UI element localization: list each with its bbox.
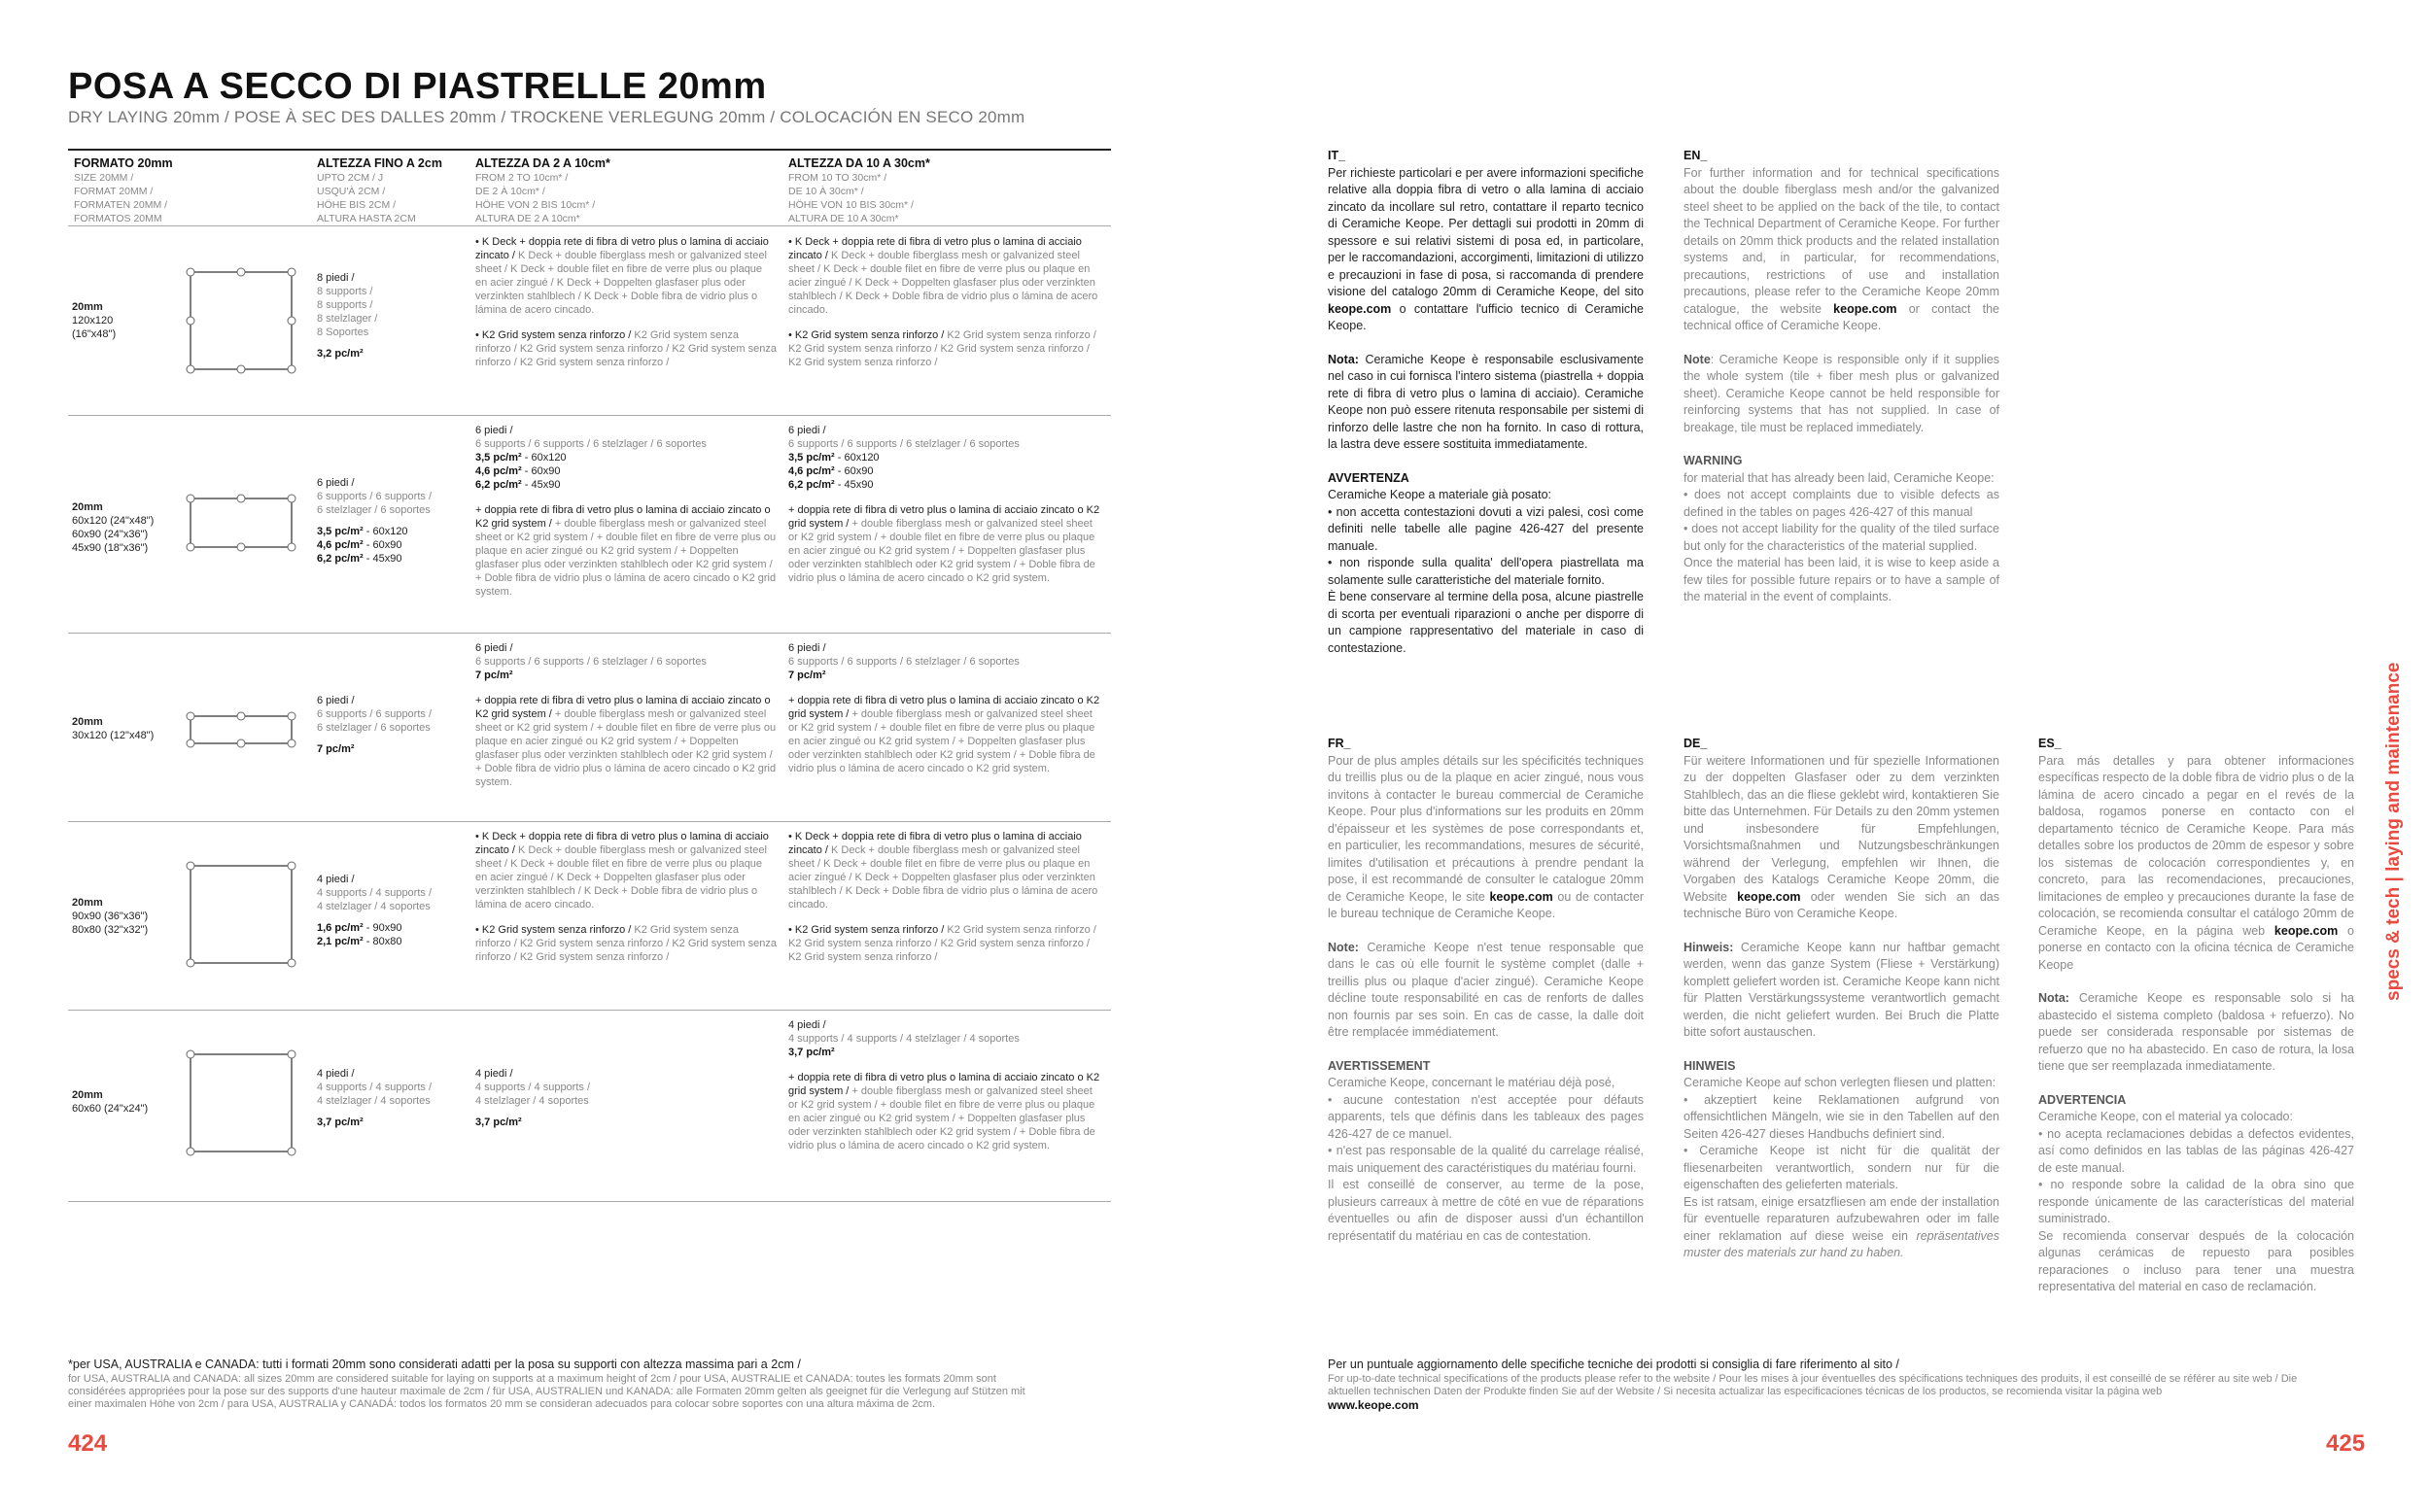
text-column-de: DE_ Für weitere Informationen und für spezielle Informationen zu der doppelten Glasfaser oder zu dem verzinkten Stahlblech, das an die fliese geklebt wird, kontaktieren Sie bitte das Unternehmen. Für Details zu den 20mm ystemen und insbesondere für Empfehlungen, Vorsichtsmaßnahmen und Nutzungsbeschränkungen während der Verlegung, empfehlen wir Ihnen, die Vorgaben des Katalogs Ceramiche Keope 20mm, die Website keope.com oder wenden Sie sich an das technische Büro von Ceramiche Keope. Hinweis: Ceramiche Keope kann nur haftbar gemacht werden, wenn das ganze System (Fliese + Verstärkung) komplett geliefert worden ist. Ceramiche Keope kann nicht für Platten Verstärkungssysteme verantwortlich gemacht werden, die nicht geliefert wurden. Bei Bruch die Platte bitte sofort austauschen. HINWEIS Ceramiche Keope auf schon verlegten fliesen und platten: • akzeptiert keine Reklamationen aufgrund von offensichtlichen Mängeln, wie sie in den Tabellen auf den Seiten 426-427 dieses Handbuchs definiert sind. • Ceramiche Keope ist nicht für die qualität der fliesenarbeiten verantwortlich, sondern nur für die eigenschaften des gelieferten materials. Es ist ratsam, einige ersatzfliesen am ende der installation für eventuelle reparaturen aufzubewahren oder im falle einer reklamation auf diese weise ein repräsentatives muster des materials zur hand zu haben. [1684,737,1999,1259]
table-row [68,416,1111,634]
website-link[interactable]: www.keope.com [1328,1398,1419,1412]
format-cell: 20mm 60x120 (24"x48") 60x90 (24"x36") 45x90 (18"x36") [72,501,155,554]
text-column-it: IT_ Per richieste particolari e per avere informazioni specifiche relative alla doppia fibra di vetro o alla lamina di acciaio zincato da incollare sul retro, contattare il reparto tecnico di Ceramiche Keope. Per dettagli sui prodotti in 20mm di spessore e sui relativi sistemi di posa ed, in particolare, per le raccomandazioni, accorgimenti, limitazioni di utilizzo e precauzioni in fase di posa, si raccomanda di prendere visione del catalogo 20mm di Ceramiche Keope, del sito keope.com o contattare l'ufficio tecnico di Ceramiche Keope. Nota: Ceramiche Keope è responsabile esclusivamente nel caso in cui fornisca l'intero sistema (piastrella + doppia rete di fibra di vetro plus o lamina di acciaio). Ceramiche Keope non può essere ritenuta responsabile per sistemi di rinforzo delle lastre che non ha fornito. In caso di rottura, la lastra deve essere sostituita immediatamente. AVVERTENZA Ceramiche Keope a materiale già posato: • non accetta contestazioni dovuti a vizi palesi, così come definiti nelle tabelle alle pagine 426-427 del presente manuale. • non risponde sulla qualita' dell'opera piastrellata ma solamente sulle caratteristiche del materiale fornito. È bene conservare al termine della posa, alcune piastrelle di scorta per eventuali riparazioni o anche per disporre di un campione rappresentativo del materiale in caso di contestazione. [1328,149,1644,655]
cell-10-to-30cm: 6 piedi / 6 supports / 6 supports / 6 stelzlager / 6 soportes 3,5 pc/m² - 60x120 4,6 pc/m² - 60x90 6,2 pc/m² - 45x90 + doppia rete di fibra di vetro plus o lamina di acciaio zincato o K2 grid system / + double fiberglass mesh or galvanized steel sheet or K2 grid system / + double filet en fibre de verre plus ou plaque en acier zingué ou K2 grid system / + Doppelten glasfaser plus oder verzinkten stahlblech oder K2 grid system / + Doble fibra de vidrio plus o lámina de acero cincado o K2 grid system. [788,425,1100,584]
side-section-title: specs & tech | laying and maintenance [2383,662,2404,1001]
table-row [68,226,1111,416]
cell-10-to-30cm: • K Deck + doppia rete di fibra di vetro plus o lamina di acciaio zincato / K Deck + double fiberglass mesh or galvanized steel sheet / K Deck + double filet en fibre de verre plus ou plaque en acier zingué / K Deck + Doppelten glasfaser plus oder verzinkten stahlblech / K Deck + Doble fibra de vidrio plus o lámina de acero cincado. • K2 Grid system senza rinforzo / K2 Grid system senza rinforzo / K2 Grid system senza rinforzo / K2 Grid system senza rinforzo / K2 Grid system senza rinforzo / [788,236,1098,368]
cell-2-to-10cm: • K Deck + doppia rete di fibra di vetro plus o lamina di acciaio zincato / K Deck + double fiberglass mesh or galvanized steel sheet / K Deck + double filet en fibre de verre plus ou plaque en acier zingué / K Deck + Doppelten glasfaser plus oder verzinkten stahlblech / K Deck + Doble fibra de vidrio plus o lámina de acero cincado. • K2 Grid system senza rinforzo / K2 Grid system senza rinforzo / K2 Grid system senza rinforzo / K2 Grid system senza rinforzo / K2 Grid system senza rinforzo / [475,831,777,963]
cell-up-to-2cm: 8 piedi / 8 supports / 8 supports / 8 stelzlager / 8 Soportes 3,2 pc/m² [317,272,378,360]
cell-10-to-30cm: 4 piedi / 4 supports / 4 supports / 4 stelzlager / 4 soportes 3,7 pc/m² + doppia rete di fibra di vetro plus o lamina di acciaio zincato o K2 grid system / + double fiberglass mesh or galvanized steel sheet or K2 grid system / + double filet en fibre de verre plus ou plaque en acier zingué ou K2 grid system / + Doppelten glasfaser plus oder verzinkten stahlblech oder K2 grid system / + Doble fibra de vidrio plus o lámina de acero cincado o K2 grid system. [788,1019,1100,1151]
cell-up-to-2cm: 4 piedi / 4 supports / 4 supports / 4 stelzlager / 4 soportes 1,6 pc/m² - 90x90 2,1 pc/m² - 80x80 [317,874,433,947]
tile-diagram-6-supports [183,490,299,556]
format-cell: 20mm 60x60 (24"x24") [72,1089,149,1115]
cell-up-to-2cm: 6 piedi / 6 supports / 6 supports / 6 stelzlager / 6 soportes 3,5 pc/m² - 60x120 4,6 pc/m² - 60x90 6,2 pc/m² - 45x90 [317,477,433,565]
cell-10-to-30cm: • K Deck + doppia rete di fibra di vetro plus o lamina di acciaio zincato / K Deck + double fiberglass mesh or galvanized steel sheet / K Deck + double filet en fibre de verre plus ou plaque en acier zingué / K Deck + Doppelten glasfaser plus oder verzinkten stahlblech / K Deck + Doble fibra de vidrio plus o lámina de acero cincado. • K2 Grid system senza rinforzo / K2 Grid system senza rinforzo / K2 Grid system senza rinforzo / K2 Grid system senza rinforzo / K2 Grid system senza rinforzo / [788,831,1098,963]
page-number-left: 424 [68,1430,108,1457]
format-cell: 20mm 30x120 (12"x48") [72,716,155,741]
text-column-fr: FR_ Pour de plus amples détails sur les spécificités techniques du treillis plus ou de la plaque en acier zingué, nous vous invitons à contacter le bureau commercial de Ceramiche Keope. Pour plus d'informations sur les produits en 20mm d'épaisseur et les systèmes de pose correspondants et, en particulier, les recommandations, mesures de sécurité, limites d'utilisation et précautions à prendre pendant la pose, il est recommandé de consulter le catalogue 20mm de Ceramiche Keope, le site keope.com ou de contacter le bureau technique de Ceramiche Keope. Note: Ceramiche Keope n'est tenue responsable que dans le cas où elle fournit le système complet (dalle + treillis plus ou plaque d'acier zingué). Ceramiche Keope décline toute responsabilité en cas de renforts de dalles non fournis par ses soin. En cas de casse, la dalle doit être remplacée immédiatement. AVERTISSEMENT Ceramiche Keope, concernant le matériau déjà posé, • aucune contestation n'est acceptée pour défauts apparents, tels que définis dans les tableaux des pages 426-427 de ce manuel. • n'est pas responsable de la qualité du carrelage réalisé, mais uniquement des caractéristiques du matériau fourni. Il est conseillé de conserver, au terme de la pose, plusieurs carreaux à mettre de côté en vue de réparations éventuelles ou afin de disposer aussi d'un échantillon représentatif du matériau en cas de contestation. [1328,737,1644,1243]
text-column-es: ES_ Para más detalles y para obtener informaciones específicas respecto de la doble fibra de vidrio plus o de la lámina de acero cincado a pegar en el revés de la baldosa, rogamos ponerse en contacto con el departamento técnico de Ceramiche Keope. Para más detalles sobre los productos de 20mm de espesor y sobre los sistemas de colocación correspondientes y, en concreto, para las recomendaciones, precauciones, limitaciones de empleo y precauciones durante la fase de colocación, se recomienda consultar el catálogo 20mm de Ceramiche Keope, en la página web keope.com o ponerse en contacto con la oficina técnica de Ceramiche Keope Nota: Ceramiche Keope es responsable solo si ha abastecido el sistema completo (baldosa + refuerzo). No puede ser considerada responsable por sistemas de refuerzo que no ha abastecido. En caso de rotura, la losa tiene que ser reemplazada inmediatamente. ADVERTENCIA Ceramiche Keope, con el material ya colocado: • no acepta reclamaciones debidas a defectos evidentes, así como definidos en las tablas de las páginas 426-427 de este manual. • no responde sobre la calidad de la obra sino que responde únicamente de las características del material suministrado. Se recomienda conservar después de la colocación algunas cerámicas de repuesto para posibles reparaciones o incluso para tener una muestra representativa del material en caso de reclamación. [2038,737,2354,1293]
format-cell: 20mm 120x120 (16"x48") [72,301,117,340]
table-row [68,1011,1111,1202]
cell-2-to-10cm: • K Deck + doppia rete di fibra di vetro plus o lamina di acciaio zincato / K Deck + double fiberglass mesh or galvanized steel sheet / K Deck + double filet en fibre de verre plus ou plaque en acier zingué / K Deck + Doppelten glasfaser plus oder verzinkten stahlblech / K Deck + Doble fibra de vidrio plus o lámina de acero cincado. • K2 Grid system senza rinforzo / K2 Grid system senza rinforzo / K2 Grid system senza rinforzo / K2 Grid system senza rinforzo / K2 Grid system senza rinforzo / [475,236,777,368]
page-title: POSA A SECCO DI PIASTRELLE 20mm [68,66,767,107]
laying-table [68,149,1111,1202]
tile-diagram-6-supports [183,707,299,752]
cell-2-to-10cm: 6 piedi / 6 supports / 6 supports / 6 stelzlager / 6 soportes 3,5 pc/m² - 60x120 4,6 pc/m² - 60x90 6,2 pc/m² - 45x90 + doppia rete di fibra di vetro plus o lamina di acciaio zincato o K2 grid system / + double fiberglass mesh or galvanized steel sheet or K2 grid system / + double filet en fibre de verre plus ou plaque en acier zingué ou K2 grid system / + Doppelten glasfaser plus oder verzinkten stahlblech oder K2 grid system / + Doble fibra de vidrio plus o lámina de acero cincado o K2 grid system. [475,425,777,598]
cell-up-to-2cm: 4 piedi / 4 supports / 4 supports / 4 stelzlager / 4 soportes 3,7 pc/m² [317,1068,433,1128]
tile-diagram-4-supports [183,857,299,972]
header-up-to-2cm: ALTEZZA FINO A 2cm UPTO 2CM / J USQU'À 2CM / HÖHE BIS 2CM / ALTURA HASTA 2CM [317,156,442,224]
table-row [68,822,1111,1011]
footnote-right: Per un puntuale aggiornamento delle specifiche tecniche dei prodotti si consiglia di fare riferimento al sito / For up-to-date technical specifications of the products please refer to the website / Pour les mises à jour éventuelles des spécifications techniques des produits, il est conseillé de se référer au site web / Die aktuellen technischen Daten der Produkte finden Sie auf der Website / Si necesita actualizar las especificaciones técnicas de los productos, se recomienda visitar la página web www.keope.com [1328,1358,2319,1412]
header-format: FORMATO 20mm SIZE 20MM / FORMAT 20MM / FORMATEN 20MM / FORMATOS 20MM [74,156,173,224]
page-subtitle: DRY LAYING 20mm / POSE À SEC DES DALLES 20mm / TROCKENE VERLEGUNG 20mm / COLOCACIÓN EN SECO 20mm [68,108,1025,126]
text-column-en: EN_ For further information and for technical specifications about the double fiberglass mesh and/or the galvanized steel sheet to be applied on the back of the tile, to contact the Technical Department of Ceramiche Keope. For further details on 20mm thick products and the related installation systems and, in particular, for recommendations, precautions, restrictions of use and installation precautions, please refer to the Ceramiche Keope 20mm catalogue, the website keope.com or contact the technical office of Ceramiche Keope. Note: Ceramiche Keope is responsible only if it supplies the whole system (tile + fiber mesh plus or galvanized sheet). Ceramiche Keope cannot be held responsible for reinforcing systems that has not supplied. In case of breakage, tile must be replaced immediately. WARNING for material that has already been laid, Ceramiche Keope: • does not accept complaints due to visible defects as defined in the tables on pages 426-427 of this manual • does not accept liability for the quality of the tiled surface but only for the characteristics of the material supplied. Once the material has been laid, it is wise to keep aside a few tiles for possible future repairs or to have a sample of the material in the event of complaints. [1684,149,1999,603]
tile-diagram-4-supports [183,1046,299,1160]
page-number-right: 425 [2326,1430,2366,1457]
cell-10-to-30cm: 6 piedi / 6 supports / 6 supports / 6 stelzlager / 6 soportes 7 pc/m² + doppia rete di fibra di vetro plus o lamina di acciaio zincato o K2 grid system / + double fiberglass mesh or galvanized steel sheet or K2 grid system / + double filet en fibre de verre plus ou plaque en acier zingué ou K2 grid system / + Doppelten glasfaser plus oder verzinkten stahlblech oder K2 grid system / + Doble fibra de vidrio plus o lámina de acero cincado o K2 grid system. [788,642,1100,774]
table-header [68,149,1111,226]
footnote-left: *per USA, AUSTRALIA e CANADA: tutti i formati 20mm sono considerati adatti per la posa su supporti con altezza massima pari a 2cm / for USA, AUSTRALIA and CANADA: all sizes 20mm are considered suitable for laying on supports at a maximum height of 2cm / pour USA, AUSTRALIE et CANADA: toutes les formats 20mm sont considérées appropriées pour la pose sur des supports d'une hauteur maximale de 2cm / für USA, AUSTRALIEN und KANADA: alle Formaten 20mm gelten als geeignet für die Verlegung auf Stützen mit einer maximalen Höhe von 2cm / para USA, AUSTRALIA y CANADÁ: todos los formatos 20 mm se consideran adecuados para colocar sobre soportes con una altura máxima de 2cm. [68,1357,1025,1410]
cell-up-to-2cm: 6 piedi / 6 supports / 6 supports / 6 stelzlager / 6 soportes 7 pc/m² [317,695,433,755]
tile-diagram-8-supports [183,263,299,378]
header-2-to-10cm: ALTEZZA DA 2 A 10cm* FROM 2 TO 10cm* / DE 2 À 10cm* / HÖHE VON 2 BIS 10cm* / ALTURA DE 2 A 10cm* [475,156,610,224]
format-cell: 20mm 90x90 (36"x36") 80x80 (32"x32") [72,897,149,936]
cell-2-to-10cm: 4 piedi / 4 supports / 4 supports / 4 stelzlager / 4 soportes 3,7 pc/m² [475,1068,591,1128]
header-10-to-30cm: ALTEZZA DA 10 A 30cm* FROM 10 TO 30cm* / DE 10 À 30cm* / HÖHE VON 10 BIS 30cm* / ALTURA DE 10 A 30cm* [788,156,930,224]
table-row [68,634,1111,822]
cell-2-to-10cm: 6 piedi / 6 supports / 6 supports / 6 stelzlager / 6 soportes 7 pc/m² + doppia rete di fibra di vetro plus o lamina di acciaio zincato o K2 grid system / + double fiberglass mesh or galvanized steel sheet or K2 grid system / + double filet en fibre de verre plus ou plaque en acier zingué ou K2 grid system / + Doppelten glasfaser plus oder verzinkten stahlblech oder K2 grid system / + Doble fibra de vidrio plus o lámina de acero cincado o K2 grid system. [475,642,777,788]
